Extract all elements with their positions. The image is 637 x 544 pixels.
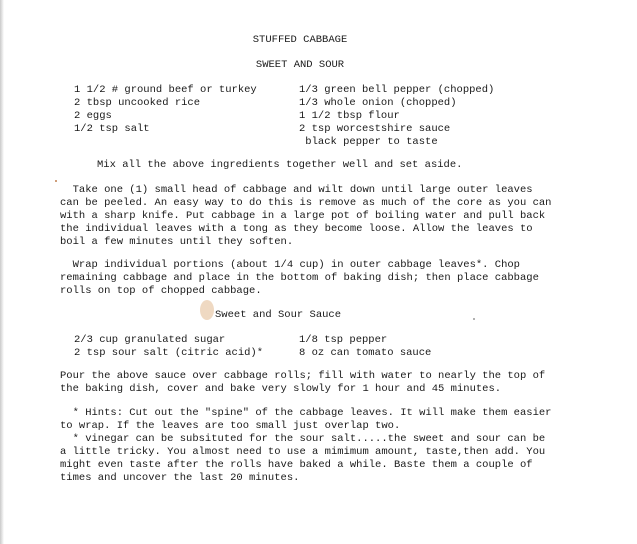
paragraph-line: the individual leaves with a tong as they become loose. Allow the leaves to <box>60 223 533 235</box>
ingredient-left: 2 eggs <box>74 110 112 122</box>
paragraph-line: boil a few minutes until they soften. <box>60 236 294 248</box>
paragraph-line: remaining cabbage and place in the bottom of baking dish; then place cabbage <box>60 272 539 284</box>
hint-line: a little tricky. You almost need to use a mimimum amount, taste,then add. You <box>60 446 546 458</box>
hint-line: times and uncover the last 20 minutes. <box>60 472 300 484</box>
sauce-ingredient-right: 8 oz can tomato sauce <box>299 347 432 359</box>
ingredient-left: 2 tbsp uncooked rice <box>74 97 201 109</box>
paragraph-line: Pour the above sauce over cabbage rolls; fill with water to nearly the top of <box>60 370 546 382</box>
paragraph-line: the baking dish, cover and bake very slowly for 1 hour and 45 minutes. <box>60 383 502 395</box>
sauce-ingredient-left: 2 tsp sour salt (citric acid)* <box>74 347 264 359</box>
hint-line: might even taste after the rolls have baked a while. Baste them a couple of <box>60 459 533 471</box>
paragraph-line: rolls on top of chopped cabbage. <box>60 285 262 297</box>
ingredient-right: 1/3 green bell pepper (chopped) <box>299 84 495 96</box>
paragraph-line: with a sharp knife. Put cabbage in a large pot of boiling water and pull back <box>60 210 546 222</box>
recipe-subtitle: SWEET AND SOUR <box>255 59 345 71</box>
ink-fleck <box>55 180 57 182</box>
paragraph-line: Wrap individual portions (about 1/4 cup) in outer cabbage leaves*. Chop <box>60 259 520 271</box>
paragraph-line: can be peeled. An easy way to do this is remove as much of the core as you can <box>60 197 552 209</box>
ingredient-right: 2 tsp worcestshire sauce <box>299 123 451 135</box>
ingredient-right: 1/3 whole onion (chopped) <box>299 97 457 109</box>
ingredient-right: black pepper to taste <box>299 136 438 148</box>
ingredient-right: 1 1/2 tbsp flour <box>299 110 400 122</box>
hint-line: * vinegar can be subsituted for the sour salt.....the sweet and sour can be <box>60 433 546 445</box>
ingredient-left: 1/2 tsp salt <box>74 123 150 135</box>
page-edge-shadow <box>0 0 4 544</box>
food-stain <box>200 300 214 320</box>
sauce-ingredient-left: 2/3 cup granulated sugar <box>74 334 226 346</box>
hint-line: to wrap. If the leaves are too small just overlap two. <box>60 420 401 432</box>
hint-line: * Hints: Cut out the "spine" of the cabbage leaves. It will make them easier <box>60 407 552 419</box>
mix-instruction: Mix all the above ingredients together well and set aside. <box>97 159 463 171</box>
paragraph-line: Take one (1) small head of cabbage and wilt down until large outer leaves <box>60 184 533 196</box>
recipe-title: STUFFED CABBAGE <box>252 34 348 46</box>
ink-fleck <box>473 318 475 320</box>
sauce-ingredient-right: 1/8 tsp pepper <box>299 334 388 346</box>
ingredient-left: 1 1/2 # ground beef or turkey <box>74 84 257 96</box>
sauce-heading: Sweet and Sour Sauce <box>215 309 342 321</box>
